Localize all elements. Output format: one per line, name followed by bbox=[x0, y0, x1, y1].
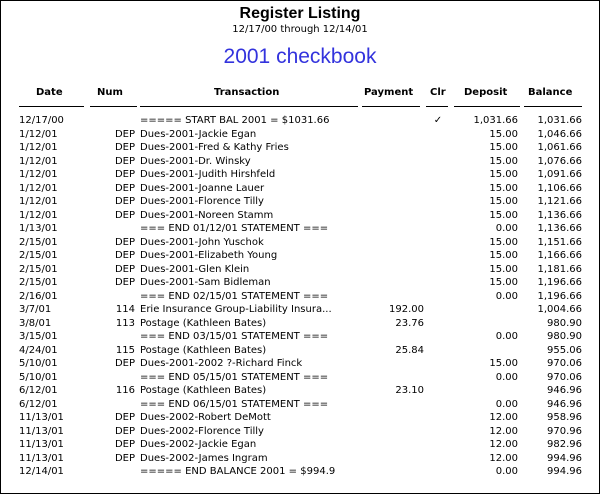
row-date: 1/12/01 bbox=[19, 182, 58, 194]
row-deposit: 15.00 bbox=[489, 250, 518, 261]
row-num: DEP bbox=[114, 277, 135, 288]
rule-num bbox=[90, 106, 137, 107]
header-payment: Payment bbox=[364, 87, 414, 98]
table-row[interactable] bbox=[0, 330, 600, 344]
row-balance: 1,106.66 bbox=[537, 182, 582, 194]
row-balance: 994.96 bbox=[547, 452, 582, 464]
header-date: Date bbox=[36, 87, 63, 98]
row-transaction: Dues-2001-Glen Klein bbox=[140, 263, 250, 275]
row-transaction: Dues-2002-Florence Tilly bbox=[140, 425, 264, 437]
row-balance: 955.06 bbox=[547, 344, 582, 356]
row-date: 2/15/01 bbox=[19, 236, 58, 248]
row-date: 1/12/01 bbox=[19, 196, 58, 207]
row-transaction: Postage (Kathleen Bates) bbox=[140, 344, 267, 356]
row-num: DEP bbox=[114, 169, 135, 180]
row-balance: 1,031.66 bbox=[537, 115, 582, 126]
row-transaction: === END 05/15/01 STATEMENT === bbox=[140, 371, 329, 383]
table-row[interactable] bbox=[0, 182, 600, 196]
row-transaction: Dues-2001-John Yuschok bbox=[140, 236, 264, 248]
table-row[interactable] bbox=[0, 128, 600, 142]
row-deposit: 12.00 bbox=[489, 439, 518, 450]
row-transaction: Dues-2001-Sam Bidleman bbox=[140, 277, 271, 288]
row-balance: 1,004.66 bbox=[537, 304, 582, 315]
row-balance: 980.90 bbox=[547, 331, 582, 342]
row-payment: 192.00 bbox=[389, 304, 424, 315]
row-num: DEP bbox=[114, 142, 135, 153]
row-num: DEP bbox=[114, 263, 135, 275]
table-row[interactable] bbox=[0, 344, 600, 358]
row-deposit: 15.00 bbox=[489, 209, 518, 221]
table-row[interactable] bbox=[0, 438, 600, 452]
table-row[interactable] bbox=[0, 263, 600, 277]
row-transaction: Dues-2001-2002 ?-Richard Finck bbox=[140, 358, 303, 369]
row-deposit: 1,031.66 bbox=[473, 115, 518, 126]
row-date: 3/15/01 bbox=[19, 331, 58, 342]
row-balance: 1,046.66 bbox=[537, 128, 582, 140]
row-balance: 1,166.66 bbox=[537, 250, 582, 261]
account-name: 2001 checkbook bbox=[223, 45, 377, 68]
row-transaction: Dues-2002-James Ingram bbox=[140, 452, 268, 464]
row-date: 11/13/01 bbox=[19, 452, 64, 464]
row-num: 115 bbox=[115, 344, 135, 356]
row-transaction: Dues-2001-Joanne Lauer bbox=[140, 182, 265, 194]
table-row[interactable] bbox=[0, 384, 600, 398]
table-row[interactable] bbox=[0, 195, 600, 209]
row-balance: 1,196.66 bbox=[537, 290, 582, 302]
row-num: DEP bbox=[114, 182, 135, 194]
table-row[interactable] bbox=[0, 114, 600, 128]
row-deposit: 15.00 bbox=[489, 358, 518, 369]
row-payment: 25.84 bbox=[395, 344, 424, 356]
row-num: DEP bbox=[114, 412, 135, 423]
row-deposit: 0.00 bbox=[495, 223, 518, 234]
row-transaction: Dues-2001-Dr. Winsky bbox=[140, 155, 251, 167]
rule-clr bbox=[426, 106, 448, 107]
row-deposit: 15.00 bbox=[489, 263, 518, 275]
row-date: 2/15/01 bbox=[19, 250, 58, 261]
row-date: 11/13/01 bbox=[19, 425, 64, 437]
row-balance: 982.96 bbox=[547, 439, 582, 450]
row-date: 1/12/01 bbox=[19, 155, 58, 167]
row-deposit: 15.00 bbox=[489, 277, 518, 288]
table-row[interactable] bbox=[0, 141, 600, 155]
row-transaction: Dues-2002-Robert DeMott bbox=[140, 412, 271, 423]
row-balance: 1,136.66 bbox=[537, 223, 582, 234]
row-balance: 994.96 bbox=[547, 466, 582, 477]
row-transaction: === END 06/15/01 STATEMENT === bbox=[140, 398, 329, 410]
row-transaction: Postage (Kathleen Bates) bbox=[140, 317, 267, 329]
row-balance: 1,181.66 bbox=[537, 263, 582, 275]
row-date: 6/12/01 bbox=[19, 385, 58, 396]
row-deposit: 15.00 bbox=[489, 155, 518, 167]
rule-balance bbox=[524, 106, 582, 107]
table-row[interactable] bbox=[0, 398, 600, 412]
row-balance: 1,136.66 bbox=[537, 209, 582, 221]
row-date: 12/17/00 bbox=[19, 115, 64, 126]
row-num: DEP bbox=[114, 358, 135, 369]
header-clr: Clr bbox=[430, 87, 446, 98]
row-num: DEP bbox=[114, 236, 135, 248]
row-clr: ✓ bbox=[433, 115, 443, 126]
row-date: 2/16/01 bbox=[19, 290, 58, 302]
table-row[interactable] bbox=[0, 249, 600, 263]
row-date: 5/10/01 bbox=[19, 358, 58, 369]
table-row[interactable] bbox=[0, 357, 600, 371]
row-deposit: 15.00 bbox=[489, 182, 518, 194]
row-date: 2/15/01 bbox=[19, 277, 58, 288]
row-deposit: 0.00 bbox=[495, 371, 518, 383]
row-num: DEP bbox=[114, 209, 135, 221]
row-deposit: 0.00 bbox=[495, 290, 518, 302]
row-balance: 946.96 bbox=[547, 385, 582, 396]
row-date: 11/13/01 bbox=[19, 439, 64, 450]
row-date: 1/12/01 bbox=[19, 209, 58, 221]
row-deposit: 12.00 bbox=[489, 425, 518, 437]
row-transaction: ===== END BALANCE 2001 = $994.9 bbox=[140, 466, 336, 477]
row-transaction: Dues-2001-Florence Tilly bbox=[140, 196, 264, 207]
rule-transaction bbox=[140, 106, 358, 107]
row-transaction: Dues-2001-Elizabeth Young bbox=[140, 250, 278, 261]
row-num: DEP bbox=[114, 439, 135, 450]
row-num: DEP bbox=[114, 452, 135, 464]
row-num: DEP bbox=[114, 196, 135, 207]
row-date: 1/12/01 bbox=[19, 169, 58, 180]
row-balance: 1,196.66 bbox=[537, 277, 582, 288]
row-date: 11/13/01 bbox=[19, 412, 64, 423]
row-transaction: Erie Insurance Group-Liability Insura... bbox=[140, 304, 332, 315]
row-date: 4/24/01 bbox=[19, 344, 58, 356]
row-deposit: 0.00 bbox=[495, 398, 518, 410]
row-balance: 1,121.66 bbox=[537, 196, 582, 207]
row-balance: 1,076.66 bbox=[537, 155, 582, 167]
row-balance: 1,061.66 bbox=[537, 142, 582, 153]
row-deposit: 0.00 bbox=[495, 331, 518, 342]
row-transaction: Dues-2001-Jackie Egan bbox=[140, 128, 257, 140]
row-transaction: Postage (Kathleen Bates) bbox=[140, 385, 267, 396]
row-transaction: Dues-2001-Noreen Stamm bbox=[140, 209, 274, 221]
row-balance: 970.96 bbox=[547, 425, 582, 437]
table-row[interactable] bbox=[0, 222, 600, 236]
row-deposit: 0.00 bbox=[495, 466, 518, 477]
row-transaction: Dues-2001-Fred & Kathy Fries bbox=[140, 142, 289, 153]
rule-deposit bbox=[454, 106, 520, 107]
row-balance: 958.96 bbox=[547, 412, 582, 423]
table-row[interactable] bbox=[0, 276, 600, 290]
row-num: DEP bbox=[114, 128, 135, 140]
table-row[interactable] bbox=[0, 209, 600, 223]
row-deposit: 12.00 bbox=[489, 412, 518, 423]
row-payment: 23.10 bbox=[395, 385, 424, 396]
row-date: 1/12/01 bbox=[19, 142, 58, 153]
row-transaction: ===== START BAL 2001 = $1031.66 bbox=[140, 115, 330, 126]
table-row[interactable] bbox=[0, 425, 600, 439]
header-balance: Balance bbox=[528, 87, 573, 98]
header-deposit: Deposit bbox=[464, 87, 508, 98]
header-num: Num bbox=[97, 87, 123, 98]
table-row[interactable] bbox=[0, 452, 600, 466]
row-date: 5/10/01 bbox=[19, 371, 58, 383]
row-transaction: === END 01/12/01 STATEMENT === bbox=[140, 223, 329, 234]
row-balance: 970.06 bbox=[547, 371, 582, 383]
row-transaction: === END 02/15/01 STATEMENT === bbox=[140, 290, 329, 302]
row-num: DEP bbox=[114, 155, 135, 167]
row-deposit: 15.00 bbox=[489, 196, 518, 207]
rule-payment bbox=[362, 106, 420, 107]
row-deposit: 12.00 bbox=[489, 452, 518, 464]
table-row[interactable] bbox=[0, 168, 600, 182]
row-balance: 1,151.66 bbox=[537, 236, 582, 248]
row-balance: 946.96 bbox=[547, 398, 582, 410]
row-date: 1/12/01 bbox=[19, 128, 58, 140]
table-row[interactable] bbox=[0, 411, 600, 425]
table-row[interactable] bbox=[0, 236, 600, 250]
row-balance: 980.90 bbox=[547, 317, 582, 329]
row-num: 116 bbox=[115, 385, 135, 396]
row-deposit: 15.00 bbox=[489, 128, 518, 140]
row-transaction: Dues-2002-Jackie Egan bbox=[140, 439, 257, 450]
row-num: 114 bbox=[115, 304, 135, 315]
row-date: 1/13/01 bbox=[19, 223, 58, 234]
row-date: 2/15/01 bbox=[19, 263, 58, 275]
row-date: 3/7/01 bbox=[19, 304, 52, 315]
row-balance: 1,091.66 bbox=[537, 169, 582, 180]
table-row[interactable] bbox=[0, 155, 600, 169]
header-transaction: Transaction bbox=[214, 87, 280, 98]
table-row[interactable] bbox=[0, 465, 600, 479]
row-transaction: Dues-2001-Judith Hirshfeld bbox=[140, 169, 276, 180]
row-deposit: 15.00 bbox=[489, 142, 518, 153]
table-row[interactable] bbox=[0, 371, 600, 385]
row-date: 12/14/01 bbox=[19, 466, 64, 477]
row-num: DEP bbox=[114, 425, 135, 437]
row-deposit: 15.00 bbox=[489, 169, 518, 180]
table-row[interactable] bbox=[0, 290, 600, 304]
row-num: DEP bbox=[114, 250, 135, 261]
rule-date bbox=[19, 106, 84, 107]
report-title: Register Listing bbox=[239, 5, 361, 22]
row-payment: 23.76 bbox=[395, 317, 424, 329]
row-transaction: === END 03/15/01 STATEMENT === bbox=[140, 331, 329, 342]
report-date-range: 12/17/00 through 12/14/01 bbox=[232, 24, 368, 35]
row-num: 113 bbox=[115, 317, 135, 329]
row-deposit: 15.00 bbox=[489, 236, 518, 248]
table-row[interactable] bbox=[0, 317, 600, 331]
row-balance: 970.06 bbox=[547, 358, 582, 369]
table-row[interactable] bbox=[0, 303, 600, 317]
row-date: 3/8/01 bbox=[19, 317, 52, 329]
row-date: 6/12/01 bbox=[19, 398, 58, 410]
